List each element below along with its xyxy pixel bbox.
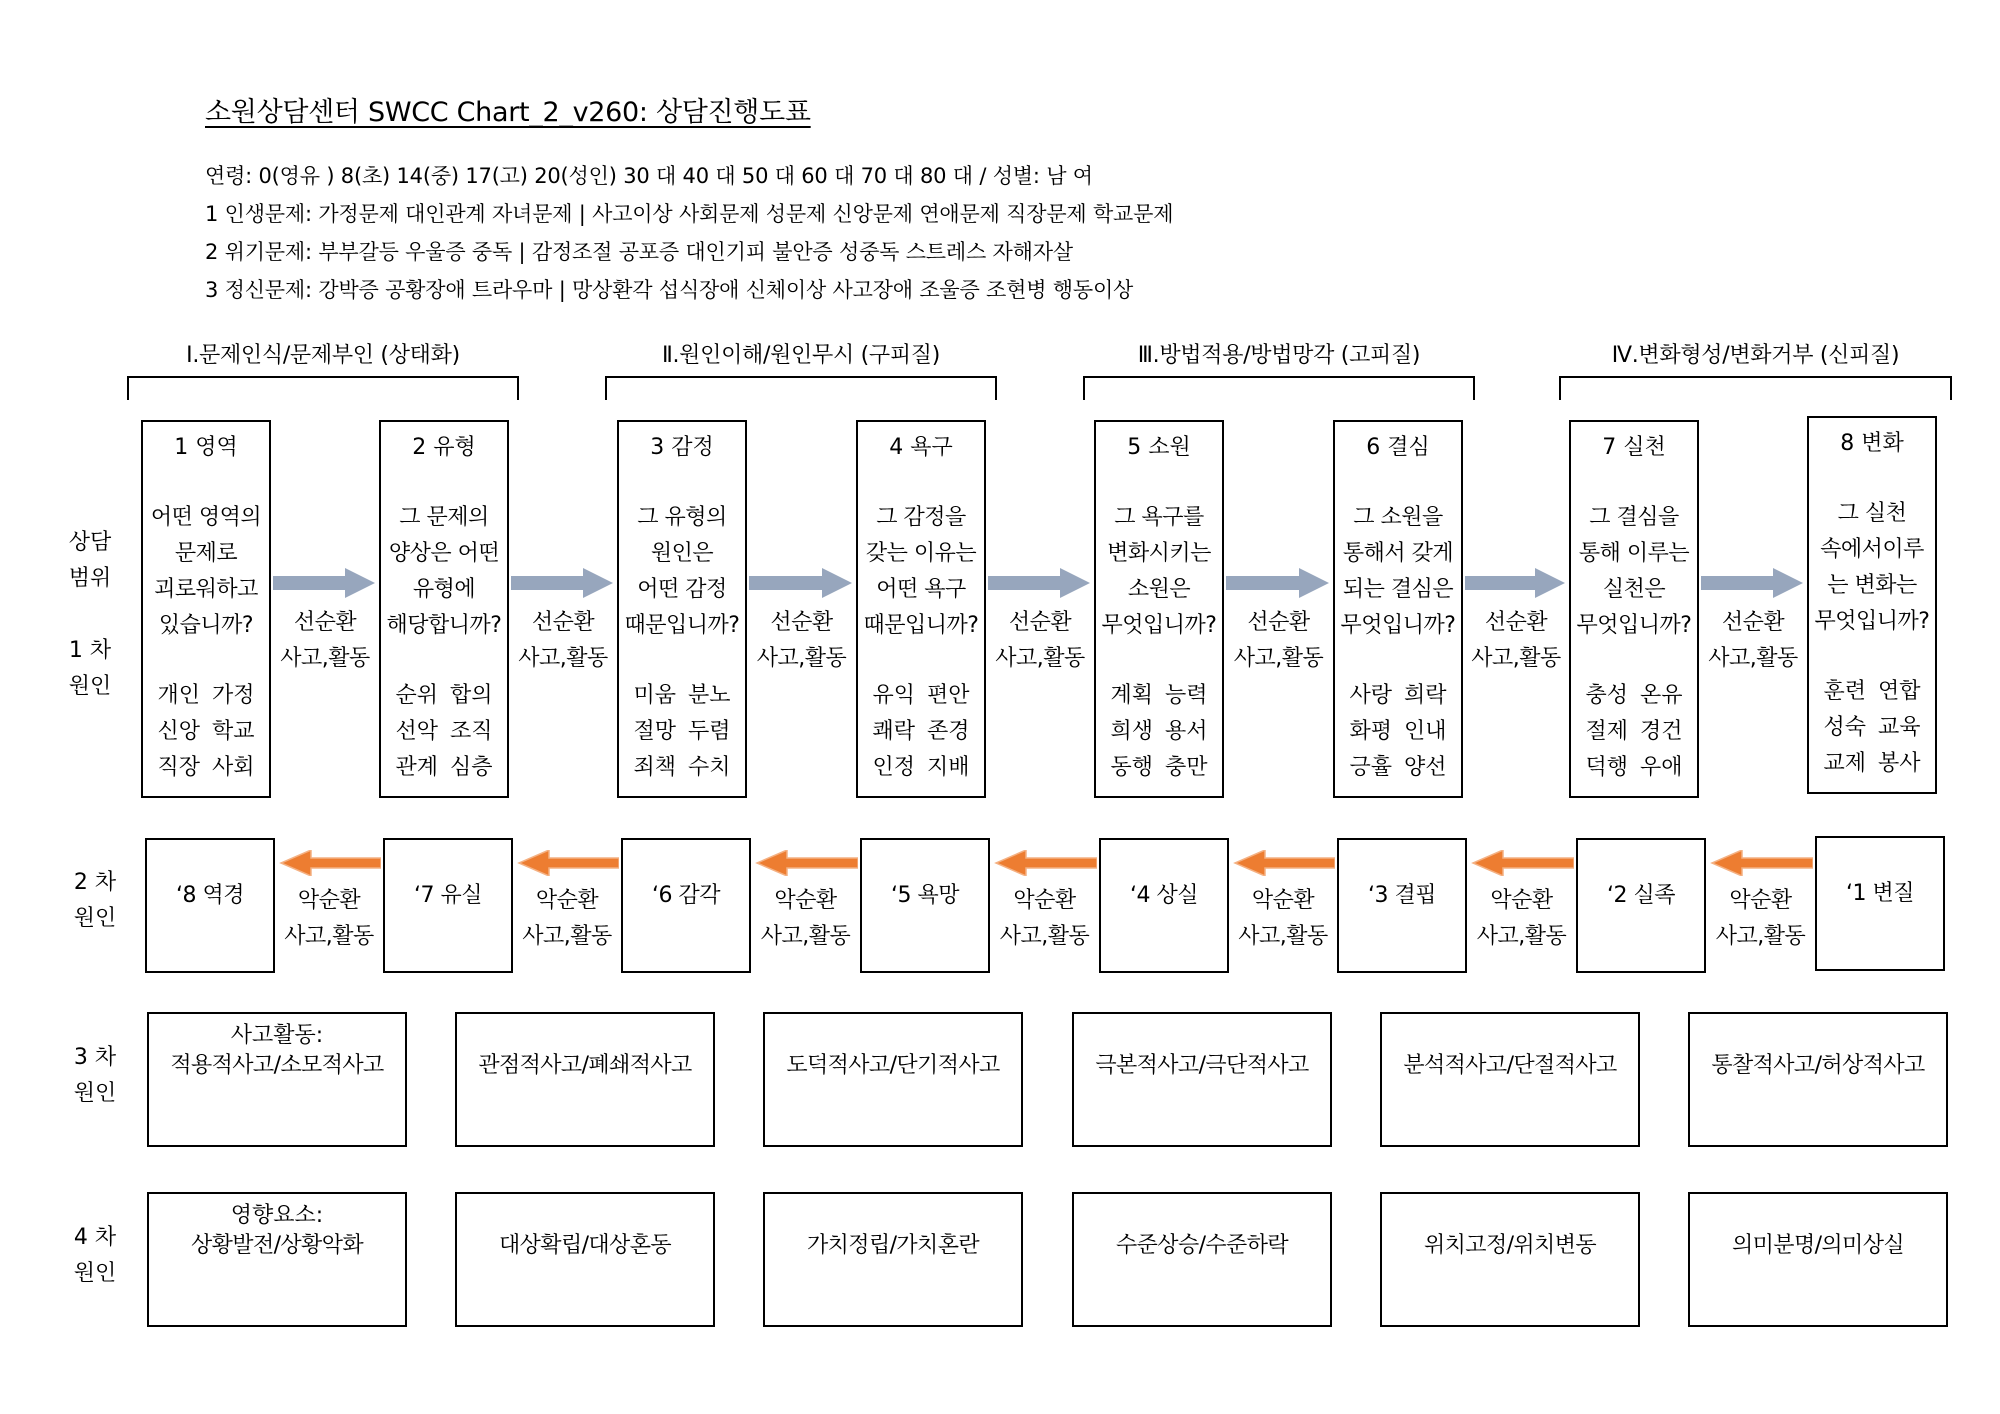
keyword: 관계 (395, 755, 438, 780)
connector-text: 악순환 (1490, 888, 1553, 913)
secondary-cause-box-4 (860, 838, 990, 973)
arrow-right-icon (273, 568, 377, 598)
arrow-right-icon (749, 568, 854, 598)
box-text: 대상확립/대상혼동 (498, 1233, 672, 1258)
thinking-activity-box-6 (1688, 1012, 1948, 1147)
stage-question (381, 500, 507, 644)
question-line: 해당합니까? (386, 613, 502, 638)
connector-text: 사고,활동 (999, 924, 1090, 949)
stage-box-3 (617, 420, 747, 798)
stage-title: 5 소원 (1127, 435, 1191, 460)
secondary-cause-title: ‘7 유실 (414, 883, 482, 908)
keyword-row (381, 714, 507, 750)
box-text: 분석적사고/단절적사고 (1403, 1053, 1617, 1078)
question-line: 그 실천 (1837, 501, 1907, 526)
stage-question (1809, 496, 1935, 640)
keyword-row (619, 678, 745, 714)
stage-question (1335, 500, 1461, 644)
influence-factor-box-1 (147, 1192, 407, 1327)
keyword-row (381, 750, 507, 786)
row-label-text: 원인 (73, 1081, 117, 1106)
question-line: 그 감정을 (876, 505, 966, 530)
question-line: 유형에 (412, 577, 476, 602)
connector-text: 악순환 (774, 888, 837, 913)
keyword: 쾌락 (872, 719, 915, 744)
keyword-row (1809, 746, 1935, 782)
box-text: 극본적사고/극단적사고 (1095, 1053, 1309, 1078)
keyword: 지배 (927, 755, 970, 780)
box-text: 위치고정/위치변동 (1423, 1233, 1597, 1258)
connector-text: 사고,활동 (284, 924, 374, 949)
info-line-age-gender: 연령: 0(영유 ) 8(초) 14(중) 17(고) 20(성인) 30 대 40 대 50 대 60 대 70 대 80 대 / 성별: 남 여 (205, 164, 1093, 188)
stage-keywords (858, 678, 984, 786)
box-text: 의미분명/의미상실 (1731, 1233, 1905, 1258)
keyword-row (619, 750, 745, 786)
thinking-activity-box-4 (1072, 1012, 1332, 1147)
question-line: 통해 이루는 (1578, 541, 1690, 566)
connector-text: 악순환 (535, 888, 599, 913)
keyword-row (1571, 750, 1697, 786)
arrow-left-icon (753, 850, 858, 876)
question-line: 통해서 갖게 (1342, 541, 1454, 566)
virtuous-cycle-label (513, 605, 613, 677)
question-line: 그 유형의 (637, 505, 727, 530)
keyword: 사회 (212, 755, 255, 780)
virtuous-cycle-label (1466, 605, 1566, 677)
secondary-cause-box-1 (145, 838, 275, 973)
row-label-4th-cause (65, 1220, 125, 1292)
connector-text: 악순환 (1729, 888, 1792, 913)
row-label-3rd-cause (65, 1040, 125, 1112)
stage-keywords (381, 678, 507, 786)
keyword: 유익 (872, 683, 915, 708)
connector-text: 사고,활동 (518, 646, 608, 671)
secondary-cause-box-6 (1337, 838, 1467, 973)
keyword: 절망 (633, 719, 676, 744)
secondary-cause-box-2 (383, 838, 513, 973)
question-line: 때문입니까? (624, 613, 740, 638)
phase-label-2: Ⅱ.원인이해/원인무시 (구피질) (661, 343, 941, 368)
thinking-activity-box-1 (147, 1012, 407, 1147)
stage-keywords (1335, 678, 1461, 786)
keyword: 긍휼 (1349, 755, 1392, 780)
connector-text: 사고,활동 (1238, 924, 1328, 949)
stage-title: 7 실천 (1602, 435, 1666, 460)
connector-text: 사고,활동 (1715, 924, 1806, 949)
stage-keywords (143, 678, 269, 786)
virtuous-cycle-label (990, 605, 1090, 677)
keyword: 인내 (1404, 719, 1447, 744)
box-text: 수준상승/수준하락 (1115, 1233, 1289, 1258)
question-line: 그 결심을 (1589, 505, 1679, 530)
question-line: 갖는 이유는 (865, 541, 977, 566)
stage-title: 1 영역 (174, 435, 238, 460)
question-line: 그 욕구를 (1114, 505, 1204, 530)
connector-text: 악순환 (1013, 888, 1076, 913)
keyword-row (1335, 750, 1461, 786)
keyword: 순위 (395, 683, 438, 708)
stage-question (619, 500, 745, 644)
stage-keywords (1571, 678, 1697, 786)
keyword-row (1096, 714, 1222, 750)
phase-label-3: Ⅲ.방법적용/방법망각 (고피질) (1137, 343, 1421, 368)
virtuous-cycle-label (752, 605, 852, 677)
keyword: 학교 (212, 719, 255, 744)
stage-title: 3 감정 (650, 435, 714, 460)
arrow-left-icon (277, 850, 381, 876)
stage-box-7 (1569, 420, 1699, 798)
box-text: 통찰적사고/허상적사고 (1711, 1053, 1925, 1078)
keyword: 교육 (1878, 715, 1921, 740)
keyword: 교제 (1823, 751, 1866, 776)
question-line: 그 소원을 (1353, 505, 1443, 530)
phase-label-1: Ⅰ.문제인식/문제부인 (상태화) (186, 343, 460, 368)
stage-box-6 (1333, 420, 1463, 798)
stage-title: 4 욕구 (889, 435, 953, 460)
thinking-activity-box-3 (763, 1012, 1023, 1147)
stage-title: 2 유형 (412, 435, 476, 460)
phase-bracket-3 (1083, 376, 1475, 400)
question-line: 속에서이루 (1820, 537, 1924, 562)
arrow-left-icon (1231, 850, 1335, 876)
connector-text: 선순환 (1721, 610, 1785, 635)
keyword-row (1809, 674, 1935, 710)
secondary-cause-box-8 (1815, 836, 1945, 971)
arrow-right-icon (1465, 568, 1567, 598)
question-line: 소원은 (1127, 577, 1191, 602)
keyword: 편안 (927, 683, 970, 708)
keyword: 절제 (1585, 719, 1628, 744)
virtuous-cycle-label (1703, 605, 1803, 677)
keyword-row (381, 678, 507, 714)
keyword-row (619, 714, 745, 750)
arrow-left-icon (515, 850, 619, 876)
stage-question (1571, 500, 1697, 644)
question-line: 있습니까? (158, 613, 254, 638)
page-title: 소원상담센터 SWCC Chart_2_v260: 상담진행도표 (205, 97, 811, 128)
connector-text: 사고,활동 (756, 646, 847, 671)
stage-title: 8 변화 (1840, 431, 1904, 456)
keyword: 능력 (1165, 683, 1208, 708)
keyword-row (858, 750, 984, 786)
phase-bracket-2 (605, 376, 997, 400)
box-prefix: 영향요소: (230, 1203, 324, 1228)
secondary-cause-title: ‘5 욕망 (891, 883, 959, 908)
row-label-text: 범위 (68, 566, 112, 591)
info-line-life-problems: 1 인생문제: 가정문제 대인관계 자녀문제 | 사고이상 사회문제 성문제 신앙문제 연애문제 직장문제 학교문제 (205, 202, 1174, 226)
secondary-cause-box-5 (1099, 838, 1229, 973)
keyword-row (1571, 678, 1697, 714)
stage-box-5 (1094, 420, 1224, 798)
keyword: 동행 (1110, 755, 1153, 780)
keyword: 봉사 (1878, 751, 1921, 776)
secondary-cause-title: ‘2 실족 (1607, 883, 1675, 908)
keyword-row (143, 714, 269, 750)
connector-text: 선순환 (1008, 610, 1072, 635)
box-prefix: 사고활동: (230, 1023, 324, 1048)
question-line: 그 문제의 (399, 505, 489, 530)
stage-question (858, 500, 984, 644)
secondary-cause-box-7 (1576, 838, 1706, 973)
row-label-text: 원인 (73, 906, 117, 931)
connector-text: 악순환 (297, 888, 361, 913)
question-line: 어떤 영역의 (150, 505, 262, 530)
keyword: 훈련 (1823, 679, 1866, 704)
question-line: 무엇입니까? (1340, 613, 1456, 638)
phase-label-4: Ⅳ.변화형성/변화거부 (신피질) (1611, 343, 1900, 368)
secondary-cause-title: ‘4 상실 (1130, 883, 1198, 908)
keyword: 조직 (450, 719, 493, 744)
arrow-left-icon (1469, 850, 1574, 876)
keyword: 온유 (1640, 683, 1683, 708)
row-label-text: 상담 (68, 530, 112, 555)
connector-text: 사고,활동 (1708, 646, 1798, 671)
keyword: 죄책 (633, 755, 676, 780)
secondary-cause-title: ‘1 변질 (1846, 881, 1914, 906)
keyword-row (858, 714, 984, 750)
connector-text: 악순환 (1251, 888, 1315, 913)
keyword: 직장 (157, 755, 200, 780)
influence-factor-box-5 (1380, 1192, 1640, 1327)
question-line: 문제로 (174, 541, 238, 566)
info-line-mental-problems: 3 정신문제: 강박증 공황장애 트라우마 | 망상환각 섭식장애 신체이상 사고장애 조울증 조현병 행동이상 (205, 278, 1134, 302)
thinking-activity-box-2 (455, 1012, 715, 1147)
arrow-right-icon (988, 568, 1092, 598)
keyword-row (143, 678, 269, 714)
keyword: 신앙 (157, 719, 200, 744)
keyword: 성숙 (1823, 715, 1866, 740)
keyword: 계획 (1110, 683, 1153, 708)
keyword: 희락 (1404, 683, 1447, 708)
virtuous-cycle-label (275, 605, 375, 677)
keyword: 희생 (1110, 719, 1153, 744)
connector-text: 사고,활동 (995, 646, 1085, 671)
secondary-cause-title: ‘6 감각 (652, 883, 720, 908)
vicious-cycle-label (995, 883, 1095, 955)
keyword: 두렴 (688, 719, 731, 744)
keyword-row (1096, 750, 1222, 786)
box-text: 도덕적사고/단기적사고 (786, 1053, 1000, 1078)
vicious-cycle-label (1233, 883, 1333, 955)
connector-text: 사고,활동 (1476, 924, 1567, 949)
keyword: 양선 (1404, 755, 1447, 780)
question-line: 괴로워하고 (154, 577, 258, 602)
arrow-right-icon (1701, 568, 1805, 598)
stage-keywords (1809, 674, 1935, 782)
vicious-cycle-label (756, 883, 856, 955)
connector-text: 선순환 (1484, 610, 1548, 635)
stage-keywords (619, 678, 745, 786)
virtuous-cycle-label (1229, 605, 1329, 677)
keyword-row (143, 750, 269, 786)
keyword: 존경 (927, 719, 970, 744)
question-line: 무엇입니까? (1576, 613, 1692, 638)
question-line: 어떤 감정 (637, 577, 727, 602)
keyword-row (1096, 678, 1222, 714)
row-label-text: 3 차 (73, 1045, 117, 1070)
connector-text: 선순환 (531, 610, 595, 635)
secondary-cause-title: ‘8 역경 (176, 883, 244, 908)
question-line: 양상은 어떤 (388, 541, 500, 566)
question-line: 실천은 (1602, 577, 1666, 602)
phase-bracket-4 (1559, 376, 1952, 400)
influence-factor-box-2 (455, 1192, 715, 1327)
question-line: 어떤 욕구 (876, 577, 966, 602)
keyword: 화평 (1349, 719, 1392, 744)
row-label-counseling-scope-1st-cause (60, 525, 120, 705)
keyword: 인정 (872, 755, 915, 780)
stage-box-4 (856, 420, 986, 798)
box-text: 가치정립/가치혼란 (806, 1233, 980, 1258)
connector-text: 사고,활동 (1471, 646, 1561, 671)
secondary-cause-box-3 (621, 838, 751, 973)
keyword: 선악 (395, 719, 438, 744)
box-text: 상황발전/상황악화 (190, 1233, 364, 1258)
vicious-cycle-label (517, 883, 617, 955)
question-line: 때문입니까? (863, 613, 979, 638)
info-line-crisis-problems: 2 위기문제: 부부갈등 우울증 중독 | 감정조절 공포증 대인기피 불안증 성중독 스트레스 자해자살 (205, 240, 1073, 264)
keyword-row (1335, 714, 1461, 750)
vicious-cycle-label (1711, 883, 1811, 955)
influence-factor-box-4 (1072, 1192, 1332, 1327)
row-label-2nd-cause (65, 865, 125, 937)
question-line: 무엇입니까? (1814, 609, 1930, 634)
thinking-activity-box-5 (1380, 1012, 1640, 1147)
keyword: 수치 (688, 755, 731, 780)
connector-text: 선순환 (770, 610, 833, 635)
stage-box-8 (1807, 416, 1937, 794)
keyword: 심층 (450, 755, 493, 780)
question-line: 는 변화는 (1827, 573, 1917, 598)
connector-text: 사고,활동 (280, 646, 370, 671)
stage-title: 6 결심 (1366, 435, 1430, 460)
connector-text: 사고,활동 (522, 924, 612, 949)
stage-question (1096, 500, 1222, 644)
keyword: 분노 (688, 683, 731, 708)
question-line: 원인은 (650, 541, 714, 566)
keyword-row (1335, 678, 1461, 714)
question-line: 무엇입니까? (1101, 613, 1217, 638)
vicious-cycle-label (279, 883, 379, 955)
stage-question (143, 500, 269, 644)
arrow-right-icon (1226, 568, 1331, 598)
connector-text: 선순환 (1247, 610, 1310, 635)
row-label-text: 2 차 (73, 870, 117, 895)
keyword: 사랑 (1349, 683, 1392, 708)
keyword-row (1571, 714, 1697, 750)
box-text: 관점적사고/폐쇄적사고 (478, 1053, 692, 1078)
stage-box-1 (141, 420, 271, 798)
keyword: 충만 (1165, 755, 1208, 780)
keyword: 용서 (1165, 719, 1208, 744)
keyword: 합의 (450, 683, 493, 708)
arrow-left-icon (1708, 850, 1813, 876)
keyword: 미움 (633, 683, 676, 708)
keyword: 개인 (157, 683, 200, 708)
keyword: 덕행 (1585, 755, 1628, 780)
secondary-cause-title: ‘3 결핍 (1368, 883, 1436, 908)
stage-keywords (1096, 678, 1222, 786)
stage-box-2 (379, 420, 509, 798)
connector-text: 선순환 (293, 610, 357, 635)
keyword-row (1809, 710, 1935, 746)
vicious-cycle-label (1472, 883, 1572, 955)
keyword: 연합 (1878, 679, 1921, 704)
question-line: 되는 결심은 (1342, 577, 1454, 602)
question-line: 변화시키는 (1107, 541, 1211, 566)
row-label-text: 원인 (68, 674, 112, 699)
arrow-left-icon (992, 850, 1097, 876)
box-text: 적용적사고/소모적사고 (170, 1053, 384, 1078)
keyword: 가정 (212, 683, 255, 708)
phase-bracket-1 (127, 376, 519, 400)
row-label-text: 1 차 (68, 638, 112, 663)
row-label-text: 4 차 (73, 1225, 117, 1250)
keyword-row (858, 678, 984, 714)
influence-factor-box-3 (763, 1192, 1023, 1327)
connector-text: 사고,활동 (1233, 646, 1324, 671)
keyword: 경건 (1640, 719, 1683, 744)
keyword: 충성 (1585, 683, 1628, 708)
arrow-right-icon (511, 568, 615, 598)
influence-factor-box-6 (1688, 1192, 1948, 1327)
keyword: 우애 (1640, 755, 1683, 780)
row-label-text: 원인 (73, 1261, 117, 1286)
connector-text: 사고,활동 (760, 924, 851, 949)
